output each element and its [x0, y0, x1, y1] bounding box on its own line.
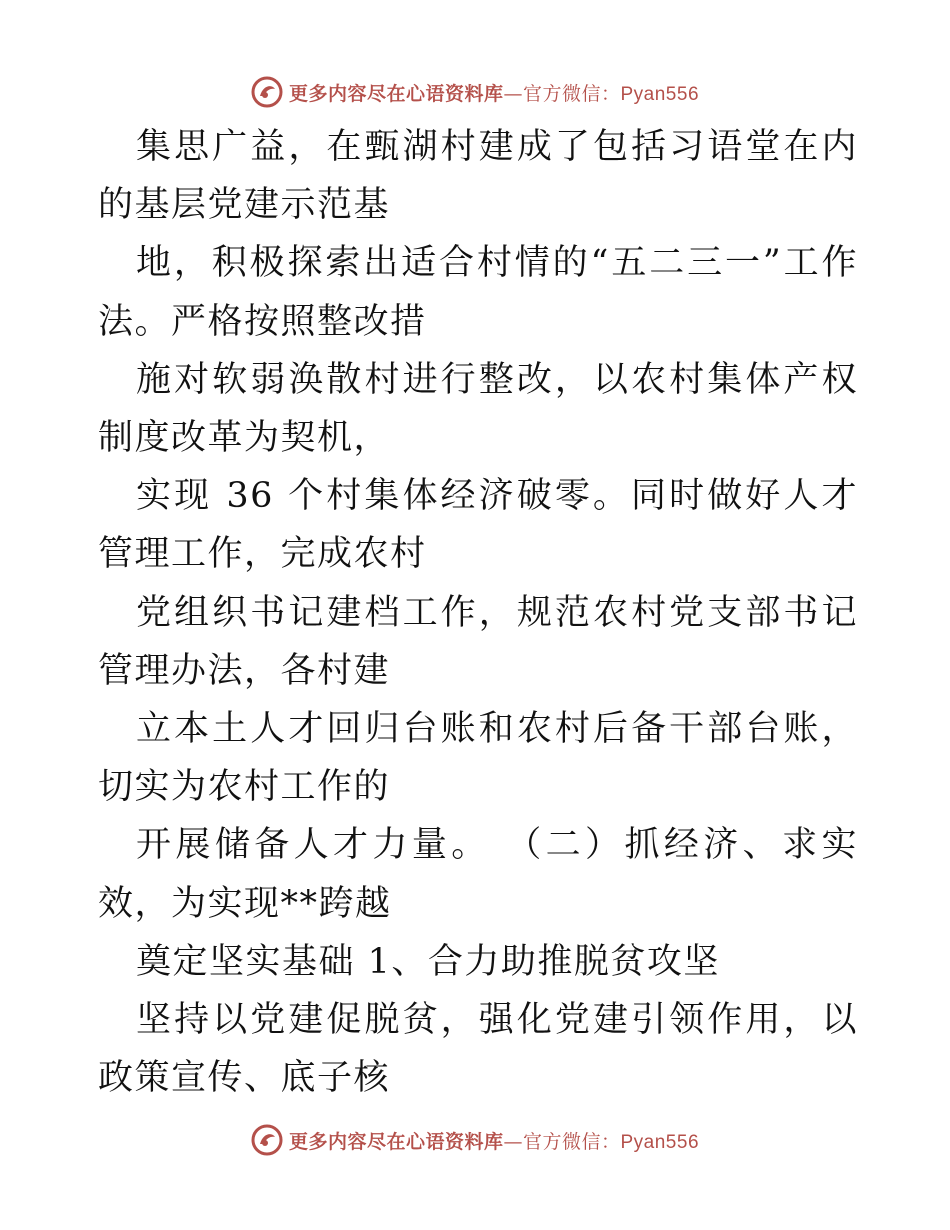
paragraph: 立本土人才回归台账和农村后备干部台账，切实为农村工作的	[98, 709, 858, 808]
paragraph: 党组织书记建档工作，规范农村党支部书记管理办法，各村建	[98, 592, 858, 691]
paragraph: 开展储备人才力量。 （二）抓经济、求实效，为实现**跨越	[98, 825, 858, 924]
watermark-wechat-label: —官方微信：	[503, 82, 621, 105]
paragraph: 地，积极探索出适合村情的“五二三一”工作法。严格按照整改措	[98, 243, 858, 342]
watermark-text	[289, 1127, 699, 1154]
paragraph: 集思广益，在甄湖村建成了包括习语堂在内的基层党建示范基	[98, 127, 858, 226]
paragraph: 奠定坚实基础 1、合力助推脱贫攻坚	[136, 941, 720, 982]
watermark-wechat-id: Pyan556	[620, 1131, 700, 1153]
watermark-content	[251, 1124, 699, 1156]
red-swirl-logo-icon	[251, 1124, 283, 1156]
document-body	[98, 118, 858, 1107]
paragraph: 坚持以党建促脱贫，强化党建引领作用，以政策宣传、底子核	[98, 1000, 858, 1099]
red-swirl-logo-icon	[251, 76, 283, 108]
header-watermark	[0, 72, 950, 112]
watermark-brand: 更多内容尽在心语资料库	[288, 82, 504, 105]
watermark-brand: 更多内容尽在心语资料库	[288, 1130, 504, 1153]
watermark-wechat-label: —官方微信：	[503, 1130, 621, 1153]
watermark-content	[251, 76, 699, 108]
watermark-wechat-id: Pyan556	[620, 83, 700, 105]
paragraph: 实现 36 个村集体经济破零。同时做好人才管理工作，完成农村	[98, 476, 858, 575]
watermark-text	[289, 79, 699, 106]
footer-watermark	[0, 1120, 950, 1160]
paragraph: 施对软弱涣散村进行整改，以农村集体产权制度改革为契机，	[98, 359, 858, 459]
